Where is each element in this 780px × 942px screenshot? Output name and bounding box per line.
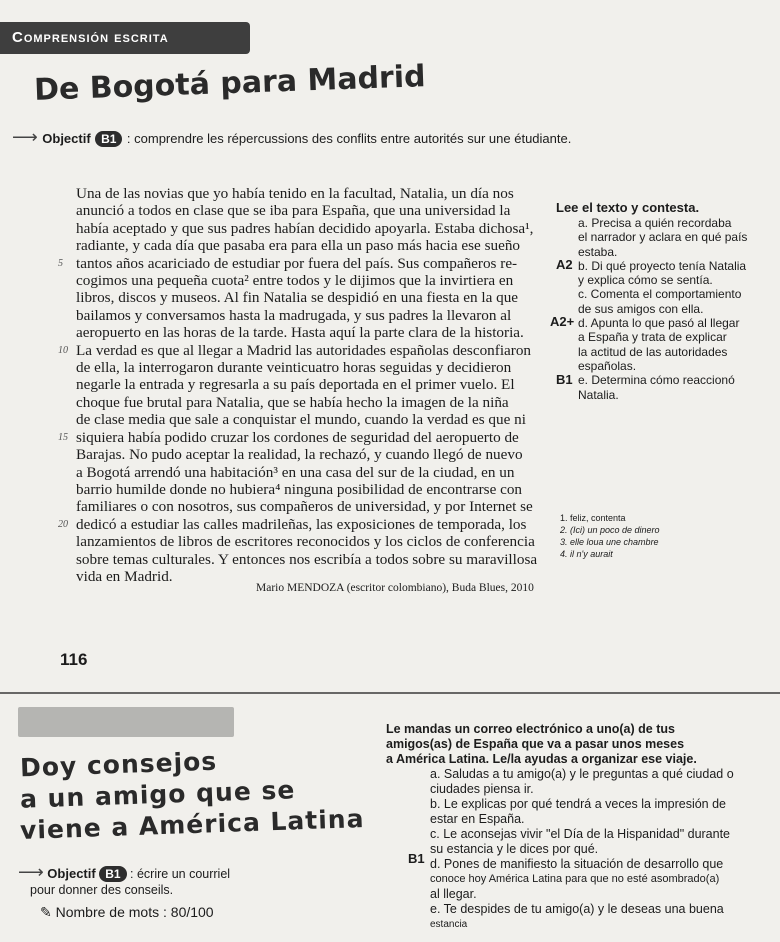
task-item-line: c. Le aconsejas vivir "el Día de la Hispanidad" durante <box>430 827 731 841</box>
task-item-line: a. Saludas a tu amigo(a) y le preguntas a qué ciudad o <box>430 767 734 781</box>
story-line: bailamos y conversamos hasta la madrugada, y sus padres la llevaron al <box>76 306 512 324</box>
story-line: Barajas. No pudo aceptar la realidad, la rechazó, y cuando llegó de nuevo <box>76 446 523 464</box>
objective-2 <box>18 862 231 897</box>
story-line: de ella, la interrogaron durante veinticuatro horas seguidas y decidieron <box>76 359 512 377</box>
glossary-item: 2. (Ici) un poco de dinero <box>560 525 660 535</box>
story-line: 10 La verdad es que al llegar a Madrid las autoridades españolas desconfiaron <box>58 341 532 359</box>
question-line: a. Precisa a quién recordaba <box>578 216 732 230</box>
question-line: a España y trata de explicar <box>578 330 727 345</box>
word-count-text: Nombre de mots : 80/100 <box>55 904 214 920</box>
story-line: Una de las novias que yo había tenido en la facultad, Natalia, un día nos <box>76 185 514 202</box>
line-number: 10 <box>58 344 68 356</box>
line-number: 20 <box>58 518 68 530</box>
questions-list <box>578 216 778 402</box>
question-line: la actitud de las autoridades <box>578 344 728 359</box>
story-line: sobre temas culturales. Y entonces nos escribía a todos sobre su maravillosa <box>76 550 538 568</box>
level-a2: A2 <box>556 257 573 272</box>
task-item-line: ciudades piensa ir. <box>430 782 534 796</box>
task-item-line: al llegar. <box>430 887 477 901</box>
section-label: Comprensión escrita <box>12 29 169 46</box>
questions-heading: Lee el texto y contesta. <box>556 200 700 215</box>
section2-title-line: a un amigo que se <box>19 775 296 814</box>
objective-text: : comprendre les répercussions des conflits entre autorités sur une étudiante. <box>126 131 572 146</box>
story-line: lanzamientos de libros de escritores reconocidos y los ciclos de conferencia <box>76 533 535 551</box>
level-badge: B1 <box>99 866 126 882</box>
arrow-right-icon: ⟶ <box>18 862 44 882</box>
glossary-item: 1. feliz, contenta <box>560 513 626 523</box>
objective-text: : écrire un courriel <box>130 867 231 881</box>
question-line: y explica cómo se sentía. <box>578 273 713 288</box>
pencil-icon: ✎ <box>40 904 52 920</box>
story-line: 15 siquiera había podido cruzar los cordones de seguridad del aeropuerto de <box>58 428 519 446</box>
story-line: familiares o con nosotros, sus compañeros de universidad, y por Internet se <box>76 498 533 516</box>
task-item-line: conoce hoy América Latina para que no esté asombrado(a) <box>430 873 720 885</box>
section-banner-faded <box>18 707 234 737</box>
glossary <box>560 512 660 560</box>
story-line: aeropuerto en las horas de la tarde. Hasta aquí la parte clara de la historia. <box>76 324 524 342</box>
task-item-line: estar en España. <box>430 812 525 826</box>
task-instructions <box>386 722 776 932</box>
story-line: libros, discos y museos. Al fin Natalia se despidió en una fiesta en la que <box>76 289 519 307</box>
story-line: había aceptado y que sus padres habían decidido apoyarla. Estaba dichosa¹, <box>76 219 534 237</box>
page-title: De Bogotá para Madrid <box>33 59 427 108</box>
task-intro-line: Le mandas un correo electrónico a uno(a) de tus <box>386 722 675 736</box>
glossary-item: 3. elle loua une chambre <box>560 537 659 547</box>
story-line: a Bogotá arrendó una habitación³ en una casa del sur de la ciudad, en un <box>76 463 515 481</box>
story-line: radiante, y cada día que pasaba era para ella un paso más hacia ese sueño <box>76 237 521 255</box>
story-line: negarle la entrada y regresarla a su país deportada en el primer vuelo. El <box>76 376 515 394</box>
arrow-right-icon: ⟶ <box>12 127 38 147</box>
section-banner <box>0 22 250 54</box>
question-line: b. Di qué proyecto tenía Natalia <box>578 258 747 273</box>
task-intro-line: a América Latina. Le/la ayudas a organizar ese viaje. <box>386 752 697 766</box>
task-intro-line: amigos(as) de España que va a pasar unos meses <box>386 737 685 751</box>
line-number: 5 <box>58 257 63 269</box>
task-item-line: e. Te despides de tu amigo(a) y le deseas una buena <box>430 902 724 916</box>
question-line: e. Determina cómo reaccionó <box>578 373 735 388</box>
question-line: españolas. <box>578 358 637 373</box>
story-line: cogimos una pequeña cuota² entre todos y le dijimos que la invirtiera en <box>76 272 514 290</box>
word-count <box>40 904 214 921</box>
task-item-line: d. Pones de manifiesto la situación de desarrollo que <box>430 857 724 871</box>
task-item-line: estancia <box>430 919 468 930</box>
objective-label: Objectif <box>42 131 91 146</box>
story-line: 5 tantos años acariciado de estudiar por fuera del país. Sus compañeros re- <box>58 254 518 272</box>
objective-text-2: pour donner des conseils. <box>30 883 174 897</box>
level-b1: B1 <box>556 372 573 387</box>
story-line: 20 dedicó a estudiar las calles madrileñas, las exposiciones de temporada, los <box>58 515 527 533</box>
question-line: c. Comenta el comportamiento <box>578 287 742 302</box>
question-line: de sus amigos con ella. <box>578 301 704 316</box>
line-number: 15 <box>58 431 68 443</box>
question-line: d. Apunta lo que pasó al llegar <box>578 316 740 331</box>
page-number: 116 <box>60 650 88 669</box>
question-line: estaba. <box>578 244 618 259</box>
story-line: vida en Madrid. <box>76 567 173 585</box>
objective-1 <box>12 127 571 148</box>
story-line: anunció a todos en clase que se iba para España, que una universidad la <box>76 202 511 220</box>
task-item-line: su estancia y le dices por qué. <box>430 842 599 856</box>
question-line: Natalia. <box>578 387 619 402</box>
section2-title-line: viene a América Latina <box>19 803 365 846</box>
task-level-b1: B1 <box>408 851 425 866</box>
glossary-item: 4. il n'y aurait <box>560 549 613 559</box>
task-item-line: b. Le explicas por qué tendrá a veces la impresión de <box>430 797 727 811</box>
divider <box>0 692 780 694</box>
level-a2-plus: A2+ <box>550 314 575 329</box>
source-citation: Mario MENDOZA (escritor colombiano), Buda Blues, 2010 <box>256 582 534 594</box>
section2-title-line: Doy consejos <box>19 746 218 783</box>
story-text <box>58 185 538 585</box>
story-line: choque fue brutal para Natalia, que se había hecho la imagen de la niña <box>76 393 509 411</box>
story-line: barrio humilde donde no hubiera⁴ ninguna posibilidad de encontrarse con <box>76 480 523 498</box>
level-badge: B1 <box>95 131 122 147</box>
objective-label: Objectif <box>47 866 96 881</box>
question-line: el narrador y aclara en qué país <box>578 230 748 245</box>
story-line: de clase media que sale a conquistar el mundo, cuando la verdad es que ni <box>76 411 526 429</box>
